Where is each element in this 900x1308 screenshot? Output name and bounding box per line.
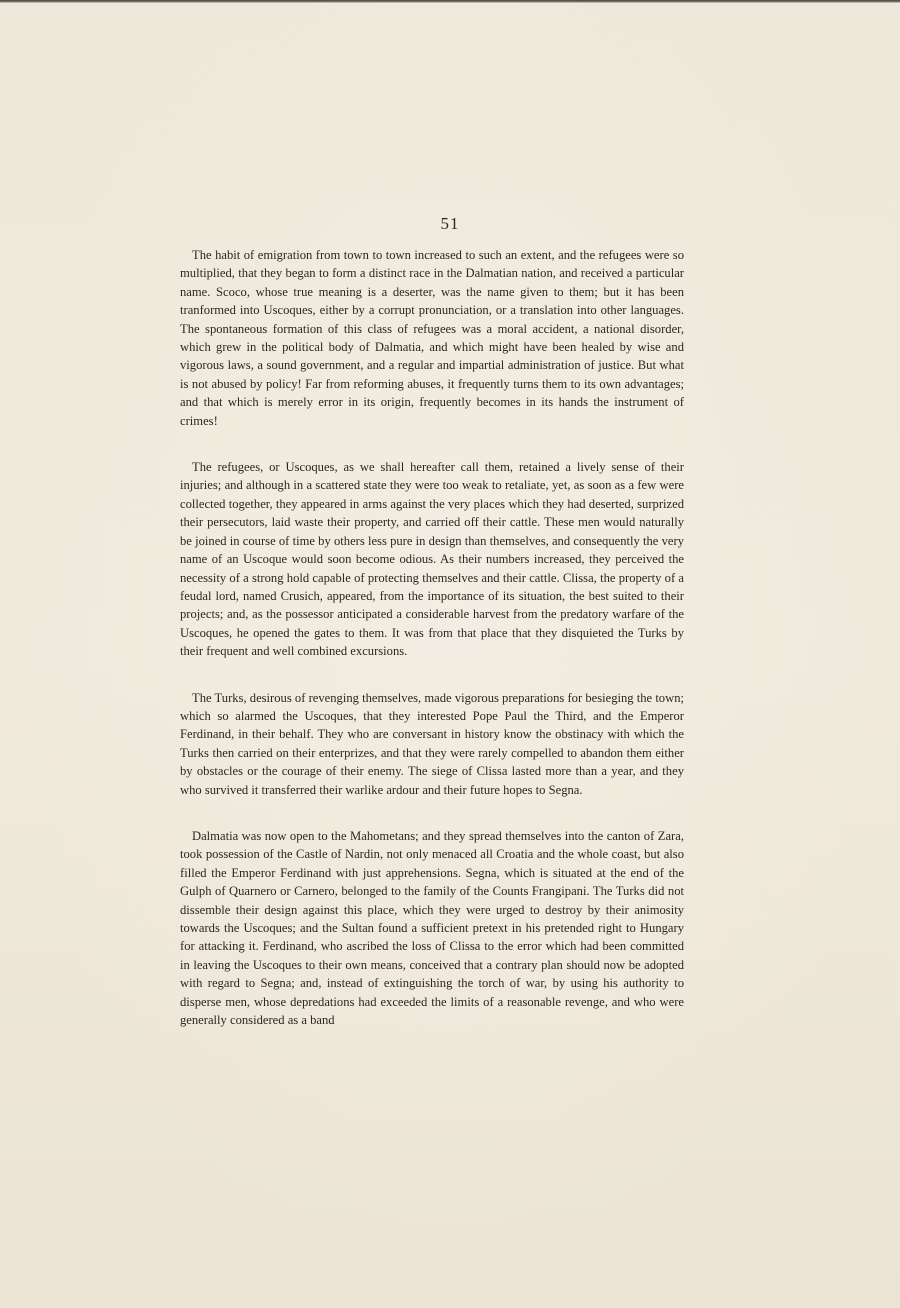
paragraph-1: The habit of emigration from town to town increased to such an extent, and the refugees were so multiplied, that they began to form a distinct race in the Dalmatian nation, and received a particular name. Scoco, whose true meaning is a deserter, was the name given to them; but it has been tranformed into Uscoques, either by a corrupt pronunciation, or a translation into other languages. The spontaneous formation of this class of refugees was a moral accident, a national disorder, which grew in the political body of Dalmatia, and which might have been healed by wise and vigorous laws, a sound government, and a regular and impartial administration of justice. But what is not abused by policy! Far from reforming abuses, it frequently turns them to its own advantages; and that which is merely error in its origin, frequently becomes in its hands the instrument of crimes!: [180, 248, 684, 428]
paragraph-3: The Turks, desirous of revenging themselves, made vigorous preparations for besieging the town; which so alarmed the Uscoques, that they interested Pope Paul the Third, and the Emperor Ferdinand, in their behalf. They who are conversant in history know the obstinacy with which the Turks then carried on their enterprizes, and that they were rarely compelled to abandon them either by obstacles or the courage of their enemy. The siege of Clissa lasted more than a year, and they who survived it transferred their warlike ardour and their future hopes to Segna.: [180, 690, 684, 797]
page-top-edge: [0, 0, 900, 3]
page-number: 51: [440, 214, 460, 233]
paragraph-2: The refugees, or Uscoques, as we shall hereafter call them, retained a lively sense of their injuries; and although in a scattered state they were too weak to retaliate, yet, as soon as a few were collected together, they appeared in arms against the very places which they had deserted, surprized their persecutors, laid waste their property, and carried off their cattle. These men would naturally be joined in course of time by others less pure in design than themselves, and consequently the very name of an Uscoque would soon become odious. As their numbers increased, they perceived the necessity of a strong hold capable of protecting themselves and their cattle. Clissa, the property of a feudal lord, named Crusich, appeared, from the importance of its situation, the best suited to their projects; and, as the possessor anticipated a considerable harvest from the predatory warfare of the Uscoques, he opened the gates to them. It was from that place that they disquieted the Turks by their frequent and well combined excursions.: [180, 460, 684, 659]
body-text: [180, 246, 684, 1057]
paragraph-4: Dalmatia was now open to the Mahometans; and they spread themselves into the canton of Zara, took possession of the Castle of Nardin, not only menaced all Croatia and the whole coast, but also filled the Emperor Ferdinand with just apprehensions. Segna, which is situated at the end of the Gulph of Quarnero or Carnero, belonged to the family of the Counts Frangipani. The Turks did not dissemble their design against this place, which they were urged to destroy by their animosity towards the Uscoques; and the Sultan found a sufficient pretext in his pretended right to Hungary for attacking it. Ferdinand, who ascribed the loss of Clissa to the error which had been committed in leaving the Uscoques to their own means, conceived that a contrary plan should now be adopted with regard to Segna; and, instead of extinguishing the torch of war, by using his authority to disperse men, whose depredations had exceeded the limits of a reasonable revenge, and who were generally considered as a band: [180, 828, 684, 1028]
